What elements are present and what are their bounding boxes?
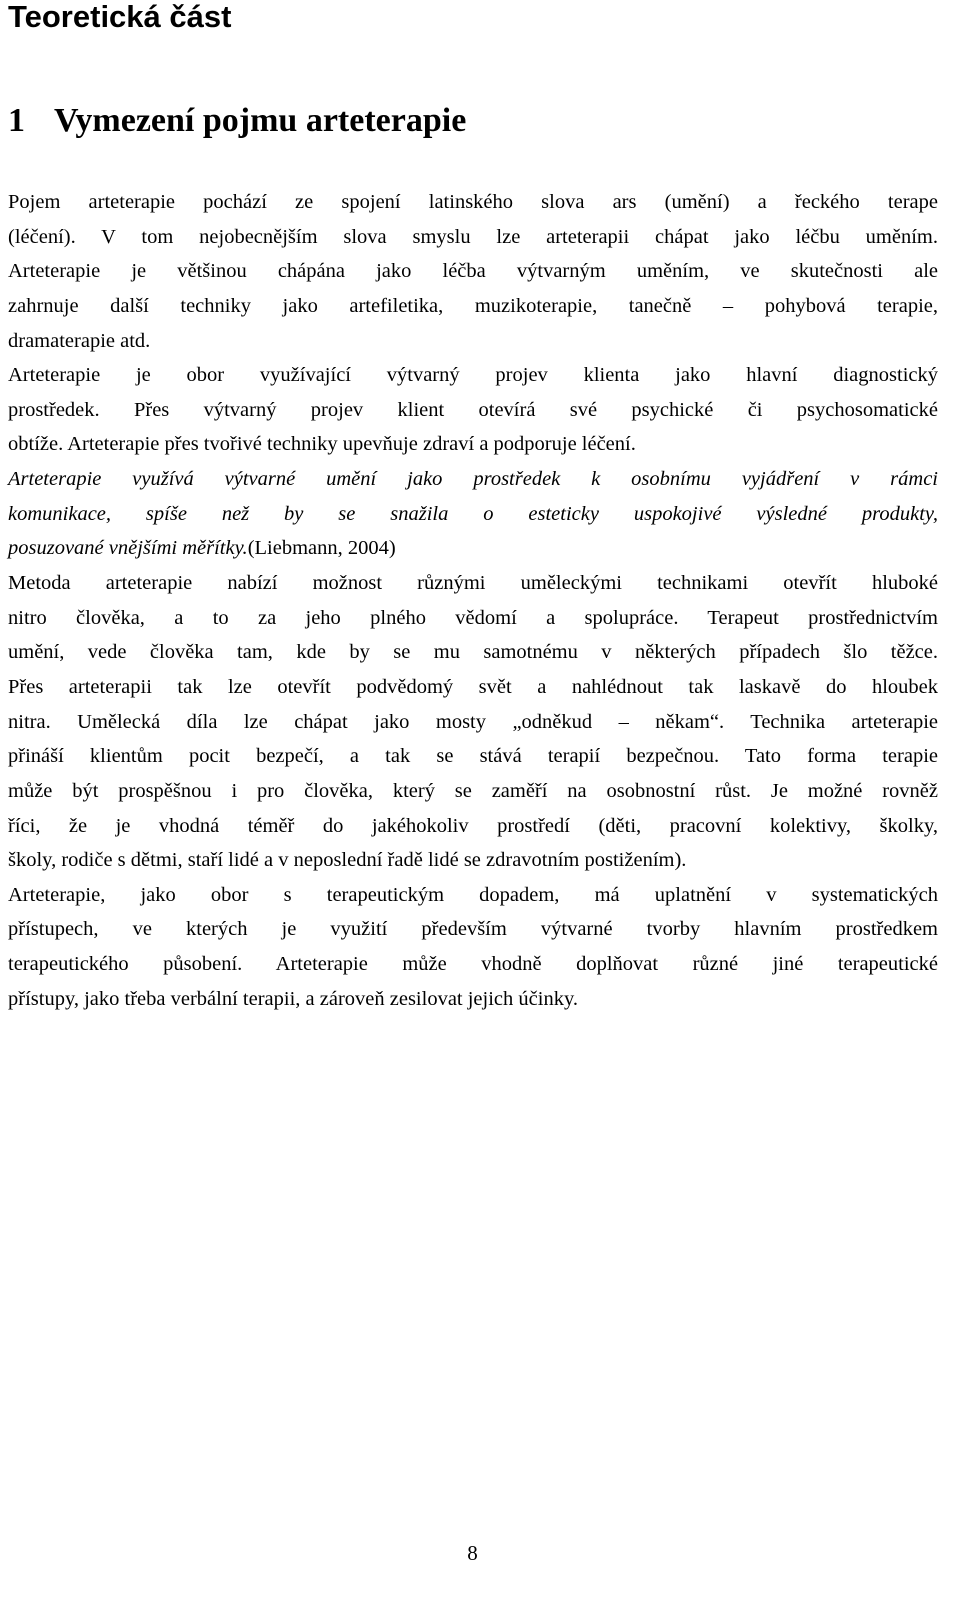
citation: (Liebmann, 2004)	[247, 537, 396, 560]
text-line: Arteterapie je většinou chápána jako léčba výtvarným uměním, ve skutečnosti ale	[8, 260, 938, 283]
chapter-title-text: Vymezení pojmu arteterapie	[54, 102, 467, 139]
text-line: Pojem arteterapie pochází ze spojení latinského slova ars (umění) a řeckého terape	[8, 191, 938, 213]
text-line: může být prospěšnou i pro člověka, který se zaměří na osobnostní růst. Je možné rovněž	[8, 779, 938, 802]
quote-line: Arteterapie využívá výtvarné umění jako prostředek k osobnímu vyjádření v rámci	[8, 468, 938, 491]
chapter-title	[8, 100, 466, 142]
body-text	[8, 185, 938, 1016]
text-line: Přes arteterapii tak lze otevřít podvědomý svět a nahlédnout tak laskavě do hloubek	[8, 675, 938, 698]
part-title: Teoretická část	[8, 0, 232, 34]
page-number: 8	[467, 1541, 478, 1565]
quote-text: posuzované vnějšími měřítky.	[8, 537, 248, 560]
chapter-number: 1	[8, 102, 25, 139]
text-line: přístupech, ve kterých je využití především výtvarné tvorby hlavním prostředkem	[8, 918, 938, 941]
text-line: Arteterapie je obor využívající výtvarný projev klienta jako hlavní diagnostický	[8, 364, 938, 387]
text-line: říci, že je vhodná téměř do jakéhokoliv prostředí (děti, pracovní kolektivy, školky,	[8, 814, 938, 837]
text-line: dramaterapie atd.	[8, 329, 151, 352]
text-line: nitra. Umělecká díla lze chápat jako mosty „odněkud – někam“. Technika arteterapie	[8, 710, 938, 733]
text-line: Metoda arteterapie nabízí možnost různými uměleckými technikami otevřít hluboké	[8, 572, 938, 595]
text-line: (léčení). V tom nejobecnějším slova smyslu lze arteterapii chápat jako léčbu uměním.	[8, 225, 938, 248]
text-line: Arteterapie, jako obor s terapeutickým dopadem, má uplatnění v systematických	[8, 883, 938, 906]
text-line: terapeutického působení. Arteterapie může vhodně doplňovat různé jiné terapeutické	[8, 953, 938, 976]
text-line: přístupy, jako třeba verbální terapii, a zároveň zesilovat jejich účinky.	[8, 987, 578, 1010]
text-line: prostředek. Přes výtvarný projev klient otevírá své psychické či psychosomatické	[8, 398, 938, 421]
text-line: školy, rodiče s dětmi, staří lidé a v neposlední řadě lidé se zdravotním postižením).	[8, 849, 687, 872]
quote-line: komunikace, spíše než by se snažila o esteticky uspokojivé výsledné produkty,	[8, 502, 938, 525]
text-line: zahrnuje další techniky jako artefiletika, muzikoterapie, tanečně – pohybová terapie,	[8, 294, 938, 317]
text-line: nitro člověka, a to za jeho plného vědomí a spolupráce. Terapeut prostřednictvím	[8, 606, 938, 629]
text-line: umění, vede člověka tam, kde by se mu samotnému v některých případech šlo těžce.	[8, 641, 938, 664]
quote-line-with-citation	[8, 531, 938, 566]
text-line: obtíže. Arteterapie přes tvořivé techniky upevňuje zdraví a podporuje léčení.	[8, 433, 636, 456]
text-line: přináší klientům pocit bezpečí, a tak se stává terapií bezpečnou. Tato forma terapie	[8, 745, 938, 768]
